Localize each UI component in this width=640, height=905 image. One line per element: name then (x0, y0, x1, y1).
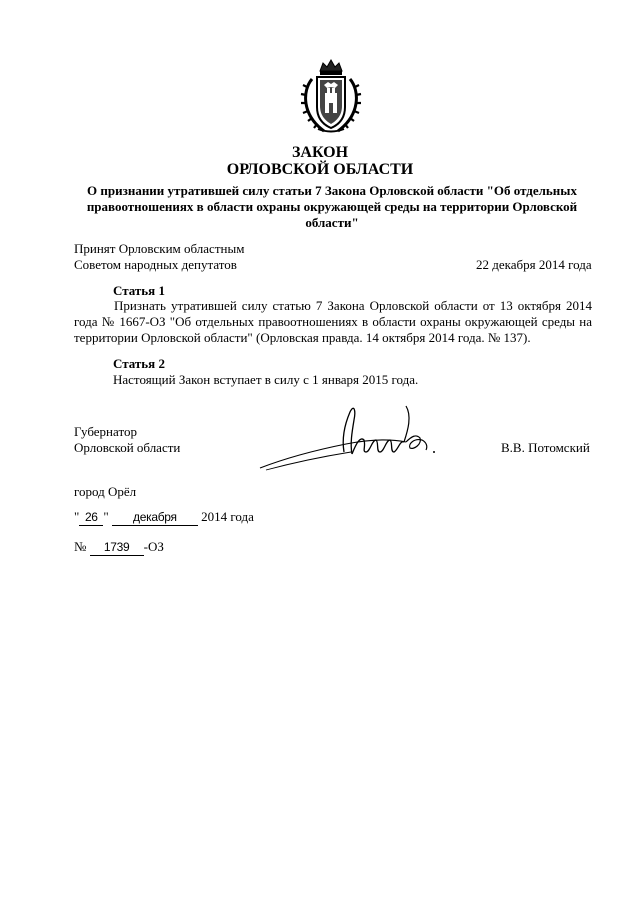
city-name: город Орёл (74, 484, 137, 499)
article-2-heading: Статья 2 (113, 356, 165, 371)
signatory-position-line-1: Губернатор (74, 424, 137, 439)
date-quote-close: " (103, 509, 109, 524)
signing-date (74, 509, 254, 526)
number-suffix: -ОЗ (143, 539, 164, 554)
article-1-heading: Статья 1 (113, 283, 165, 298)
adoption-line-2: Советом народных депутатов (74, 257, 237, 272)
date-year: 2014 года (201, 509, 254, 524)
law-title: ЗАКОН (291, 144, 349, 161)
number-prefix: № (74, 539, 87, 554)
law-number (74, 539, 164, 556)
signatory-position-line-2: Орловской области (74, 440, 181, 455)
signatory-name: В.В. Потомский (501, 440, 590, 455)
coat-of-arms-icon (298, 57, 364, 135)
article-1-text (74, 298, 592, 346)
article-2-text: Настоящий Закон вступает в силу с 1 января 2015 года. (113, 372, 419, 387)
number-value: 1739 (90, 539, 144, 556)
law-region-title: ОРЛОВСКОЙ ОБЛАСТИ (226, 161, 414, 178)
adoption-line-1: Принят Орловским областным (74, 241, 245, 256)
date-quote-open: " (74, 509, 80, 524)
date-day: 26 (79, 509, 103, 526)
law-subtitle: О признании утратившей силу статьи 7 Закона Орловской области "Об отдельных правоотношениях в области охраны окружающей среды на территории Орловской области" (86, 183, 578, 230)
date-month: декабря (112, 509, 198, 526)
signature-icon (256, 400, 446, 480)
adoption-date: 22 декабря 2014 года (476, 257, 592, 272)
article-1-body: Признать утратившей силу статью 7 Закона Орловской области от 13 октября 2014 года № 1667-ОЗ "Об отдельных правоотношениях в области охраны окружающей среды на территории Орловской области" (Орловская правда. 14 октября 2014 года. № 137). (74, 298, 592, 345)
